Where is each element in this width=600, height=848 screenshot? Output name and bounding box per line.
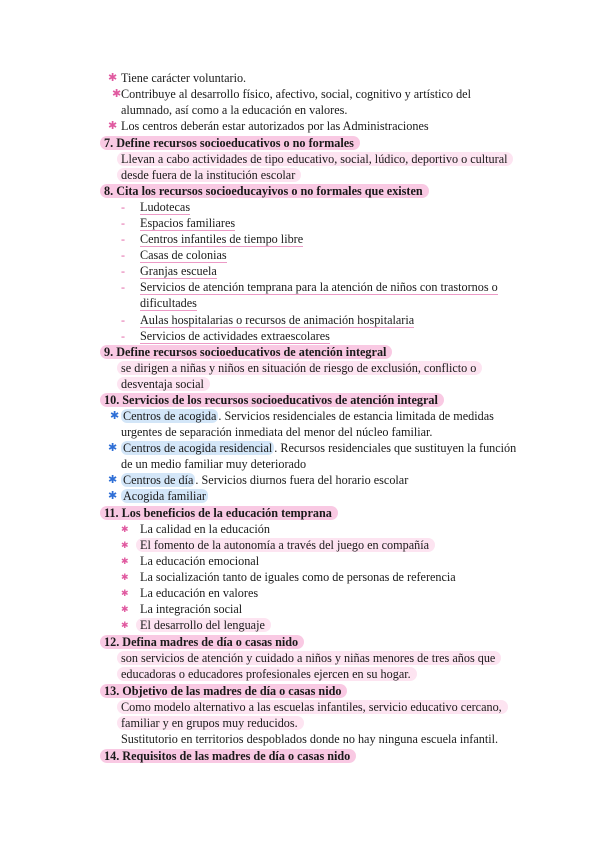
service-term: Centros de día <box>123 473 194 487</box>
answer-line <box>121 666 417 682</box>
intro-bullet: Tiene carácter voluntario. <box>121 71 247 85</box>
star-bullet-icon: ✱ <box>110 410 120 422</box>
heading-text: 8. Cita los recursos socioeducayivos o no formales que existen <box>100 184 429 198</box>
answer-text: educadoras o educadores profesionales ejercen en su hogar. <box>117 667 417 681</box>
star-bullet-icon: ✱ <box>121 556 129 566</box>
list-item-text: dificultades <box>140 296 197 310</box>
intro-bullet: Contribuye al desarrollo físico, afectivo, social, cognitivo y artístico del <box>121 87 471 101</box>
answer-line <box>121 151 513 167</box>
benefit-item <box>140 537 435 553</box>
list-item-text: Centros infantiles de tiempo libre <box>140 232 304 246</box>
heading-text: 14. Requisitos de las madres de día o casas nido <box>100 749 356 763</box>
star-bullet-icon: ✱ <box>121 540 129 550</box>
answer-text: Como modelo alternativo a las escuelas infantiles, servicio educativo cercano, <box>117 700 508 714</box>
benefit-item: La calidad en la educación <box>140 522 270 536</box>
heading-text: 9. Define recursos socioeducativos de atención integral <box>100 345 392 359</box>
dash-bullet: - <box>121 329 125 343</box>
question-heading-10 <box>104 392 444 408</box>
list-item-text: Servicios de actividades extraescolares <box>140 329 330 343</box>
star-bullet-icon: ✱ <box>108 442 118 454</box>
question-heading-13 <box>104 683 347 699</box>
benefit-item: La socialización tanto de iguales como de personas de referencia <box>140 570 456 584</box>
list-item <box>140 215 235 231</box>
list-item-text: Casas de colonias <box>140 248 227 262</box>
dash-bullet: - <box>121 232 125 246</box>
answer-line <box>121 376 210 392</box>
question-heading-8 <box>104 183 429 199</box>
question-heading-14 <box>104 748 356 764</box>
list-item <box>140 231 303 247</box>
benefit-item: La integración social <box>140 602 243 616</box>
star-bullet-icon: ✱ <box>121 620 129 630</box>
answer-line <box>121 715 304 731</box>
star-bullet-icon: ✱ <box>121 572 129 582</box>
heading-text: 13. Objetivo de las madres de día o casas nido <box>100 684 347 698</box>
service-item <box>121 472 408 488</box>
dash-bullet: - <box>121 280 125 294</box>
star-bullet-icon: ✱ <box>121 524 129 534</box>
list-item <box>140 312 414 328</box>
list-item-text: Servicios de atención temprana para la atención de niños con trastornos o <box>140 280 498 294</box>
star-bullet-icon: ✱ <box>108 72 118 84</box>
dash-bullet: - <box>121 313 125 327</box>
service-item <box>121 440 516 456</box>
answer-text: Llevan a cabo actividades de tipo educativo, social, lúdico, deportivo o cultural <box>117 152 513 166</box>
list-item <box>140 279 498 295</box>
service-desc: . Recursos residenciales que sustituyen la función <box>274 441 517 455</box>
list-item-text: Granjas escuela <box>140 264 217 278</box>
star-bullet-icon: ✱ <box>121 604 129 614</box>
service-item <box>121 408 494 424</box>
answer-line: Sustitutorio en territorios despoblados donde no hay ninguna escuela infantil. <box>121 732 499 746</box>
heading-text: 7. Define recursos socioeducativos o no formales <box>100 136 360 150</box>
service-item <box>121 488 208 504</box>
question-heading-12 <box>104 634 304 650</box>
question-heading-11 <box>104 505 338 521</box>
list-item-text: Aulas hospitalarias o recursos de animación hospitalaria <box>140 313 415 327</box>
answer-text: desventaja social <box>117 377 210 391</box>
dash-bullet: - <box>121 200 125 214</box>
dash-bullet: - <box>121 264 125 278</box>
heading-text: 10. Servicios de los recursos socioeducativos de atención integral <box>100 393 444 407</box>
service-desc: . Servicios diurnos fuera del horario escolar <box>195 473 409 487</box>
list-item-cont <box>140 295 197 311</box>
answer-line <box>121 699 508 715</box>
question-heading-9 <box>104 344 392 360</box>
answer-text: se dirigen a niñas y niños en situación de riesgo de exclusión, conflicto o <box>117 361 482 375</box>
benefit-text: El fomento de la autonomía a través del juego en compañía <box>136 538 435 552</box>
star-bullet-icon: ✱ <box>108 490 118 502</box>
service-term: Centros de acogida <box>123 409 217 423</box>
intro-bullet-cont: alumnado, así como a la educación en valores. <box>121 103 348 117</box>
answer-line <box>121 650 501 666</box>
list-item-text: Ludotecas <box>140 200 191 214</box>
service-term: Acogida familiar <box>123 489 206 503</box>
star-bullet-icon: ✱ <box>121 588 129 598</box>
benefit-text: El desarrollo del lenguaje <box>136 618 271 632</box>
answer-line <box>121 167 301 183</box>
question-heading-7 <box>104 135 360 151</box>
benefit-item <box>140 617 271 633</box>
list-item <box>140 247 227 263</box>
service-term: Centros de acogida residencial <box>123 441 273 455</box>
benefit-item: La educación en valores <box>140 586 259 600</box>
list-item <box>140 199 190 215</box>
dash-bullet: - <box>121 248 125 262</box>
list-item-text: Espacios familiares <box>140 216 236 230</box>
dash-bullet: - <box>121 216 125 230</box>
benefit-item: La educación emocional <box>140 554 260 568</box>
service-item-cont: urgentes de separación inmediata del menor del núcleo familiar. <box>121 425 433 439</box>
answer-text: son servicios de atención y cuidado a niños y niñas menores de tres años que <box>117 651 501 665</box>
service-desc: . Servicios residenciales de estancia limitada de medidas <box>218 409 494 423</box>
star-bullet-icon: ✱ <box>108 120 118 132</box>
service-item-cont: de un medio familiar muy deteriorado <box>121 457 307 471</box>
answer-line <box>121 360 482 376</box>
intro-bullet: Los centros deberán estar autorizados por las Administraciones <box>121 119 429 133</box>
heading-text: 11. Los beneficios de la educación temprana <box>100 506 338 520</box>
answer-text: familiar y en grupos muy reducidos. <box>117 716 304 730</box>
list-item <box>140 263 217 279</box>
list-item <box>140 328 330 344</box>
answer-text: desde fuera de la institución escolar <box>117 168 301 182</box>
heading-text: 12. Defina madres de día o casas nido <box>100 635 304 649</box>
star-bullet-icon: ✱ <box>108 474 118 486</box>
star-bullet-icon: ✱ <box>112 88 122 100</box>
